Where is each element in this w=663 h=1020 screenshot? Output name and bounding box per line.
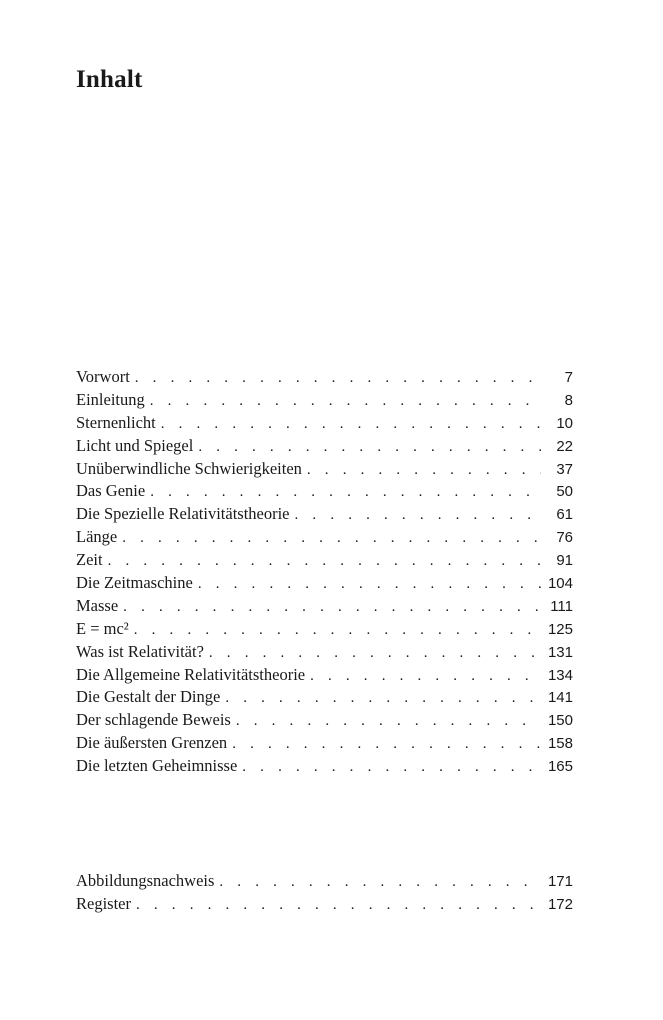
dot-leader bbox=[150, 481, 541, 504]
toc-entry-title: Abbildungsnachweis bbox=[76, 871, 215, 890]
toc-entry-title: Einleitung bbox=[76, 389, 145, 409]
dot-leader bbox=[108, 550, 541, 573]
toc-entry-page: 111 bbox=[550, 597, 573, 615]
toc-entry-title: Zeit bbox=[76, 550, 103, 570]
dot-leader bbox=[135, 367, 541, 390]
toc-entry-title: E = mc² bbox=[76, 618, 129, 638]
dot-leader bbox=[219, 871, 541, 894]
toc-entry-title: Der schlagende Beweis bbox=[76, 710, 231, 730]
dot-leader bbox=[161, 413, 541, 436]
toc-entry-page: 125 bbox=[547, 620, 573, 638]
toc-entry-page: 171 bbox=[547, 873, 573, 890]
toc-entry[interactable] bbox=[76, 686, 573, 709]
toc-entry-title: Register bbox=[76, 893, 131, 913]
toc-entry-page: 91 bbox=[556, 552, 573, 570]
toc-entry-page: 104 bbox=[547, 575, 573, 593]
toc-entry[interactable] bbox=[76, 480, 573, 503]
toc-entry-title: Was ist Relativität? bbox=[76, 641, 204, 661]
toc-entry[interactable] bbox=[76, 893, 573, 916]
toc-entry[interactable] bbox=[76, 755, 573, 778]
dot-leader bbox=[134, 619, 541, 642]
dot-leader bbox=[209, 642, 541, 665]
toc-entry-page: 22 bbox=[556, 437, 573, 455]
toc-entry-page: 50 bbox=[556, 483, 573, 501]
toc-entry-title: Masse bbox=[76, 595, 119, 615]
toc-entry-title: Vorwort bbox=[76, 367, 130, 386]
dot-leader bbox=[310, 665, 541, 688]
toc-entry-title: Die Spezielle Relativitätstheorie bbox=[76, 504, 290, 524]
toc-entry-page: 158 bbox=[547, 735, 573, 753]
dot-leader bbox=[232, 733, 541, 756]
toc-entry[interactable] bbox=[76, 618, 573, 641]
dot-leader bbox=[198, 573, 541, 596]
toc-entry[interactable] bbox=[76, 870, 573, 893]
toc-entry-page: 7 bbox=[564, 369, 573, 386]
toc-entry-title: Licht und Spiegel bbox=[76, 435, 194, 455]
toc-entry[interactable] bbox=[76, 435, 573, 458]
dot-leader bbox=[150, 390, 541, 413]
dot-leader bbox=[122, 527, 541, 550]
toc-entry[interactable] bbox=[76, 526, 573, 549]
toc-entry[interactable] bbox=[76, 412, 573, 435]
toc-entry-title: Die äußersten Grenzen bbox=[76, 733, 228, 753]
dot-leader bbox=[295, 504, 541, 527]
toc-entry-page: 172 bbox=[547, 895, 573, 913]
appendix-list bbox=[76, 870, 573, 916]
toc-entry[interactable] bbox=[76, 503, 573, 526]
toc-entry[interactable] bbox=[76, 458, 573, 481]
toc-entry-page: 165 bbox=[547, 758, 573, 776]
toc-entry-title: Die Allgemeine Relativitätstheorie bbox=[76, 664, 306, 684]
toc-entry-page: 61 bbox=[556, 506, 573, 524]
toc-entry[interactable] bbox=[76, 732, 573, 755]
toc-entry-title: Unüberwindliche Schwierigkeiten bbox=[76, 458, 302, 478]
toc-entry[interactable] bbox=[76, 664, 573, 687]
toc-entry-page: 150 bbox=[547, 712, 573, 730]
table-of-contents bbox=[76, 366, 573, 778]
toc-entry[interactable] bbox=[76, 549, 573, 572]
dot-leader bbox=[136, 894, 541, 917]
dot-leader bbox=[242, 756, 541, 779]
toc-entry-page: 37 bbox=[556, 460, 573, 478]
toc-entry[interactable] bbox=[76, 641, 573, 664]
toc-entry-title: Die Zeitmaschine bbox=[76, 573, 193, 593]
toc-entry-title: Die letzten Geheimnisse bbox=[76, 756, 238, 776]
toc-entry-page: 141 bbox=[547, 689, 573, 707]
toc-entry-page: 8 bbox=[564, 391, 573, 409]
toc-entry-page: 10 bbox=[556, 414, 573, 432]
dot-leader bbox=[225, 687, 541, 710]
toc-entry-title: Länge bbox=[76, 527, 118, 547]
dot-leader bbox=[123, 596, 541, 619]
dot-leader bbox=[307, 459, 541, 482]
toc-entry-title: Das Genie bbox=[76, 481, 146, 501]
dot-leader bbox=[236, 710, 541, 733]
toc-entry-page: 134 bbox=[547, 666, 573, 684]
toc-entry-title: Sternenlicht bbox=[76, 412, 156, 432]
toc-entry-title: Die Gestalt der Dinge bbox=[76, 687, 221, 707]
dot-leader bbox=[198, 436, 541, 459]
page-title: Inhalt bbox=[76, 66, 143, 93]
toc-entry[interactable] bbox=[76, 595, 573, 618]
toc-entry[interactable] bbox=[76, 709, 573, 732]
toc-entry[interactable] bbox=[76, 389, 573, 412]
toc-entry[interactable] bbox=[76, 366, 573, 389]
toc-entry-page: 76 bbox=[556, 529, 573, 547]
toc-entry[interactable] bbox=[76, 572, 573, 595]
toc-entry-page: 131 bbox=[547, 643, 573, 661]
